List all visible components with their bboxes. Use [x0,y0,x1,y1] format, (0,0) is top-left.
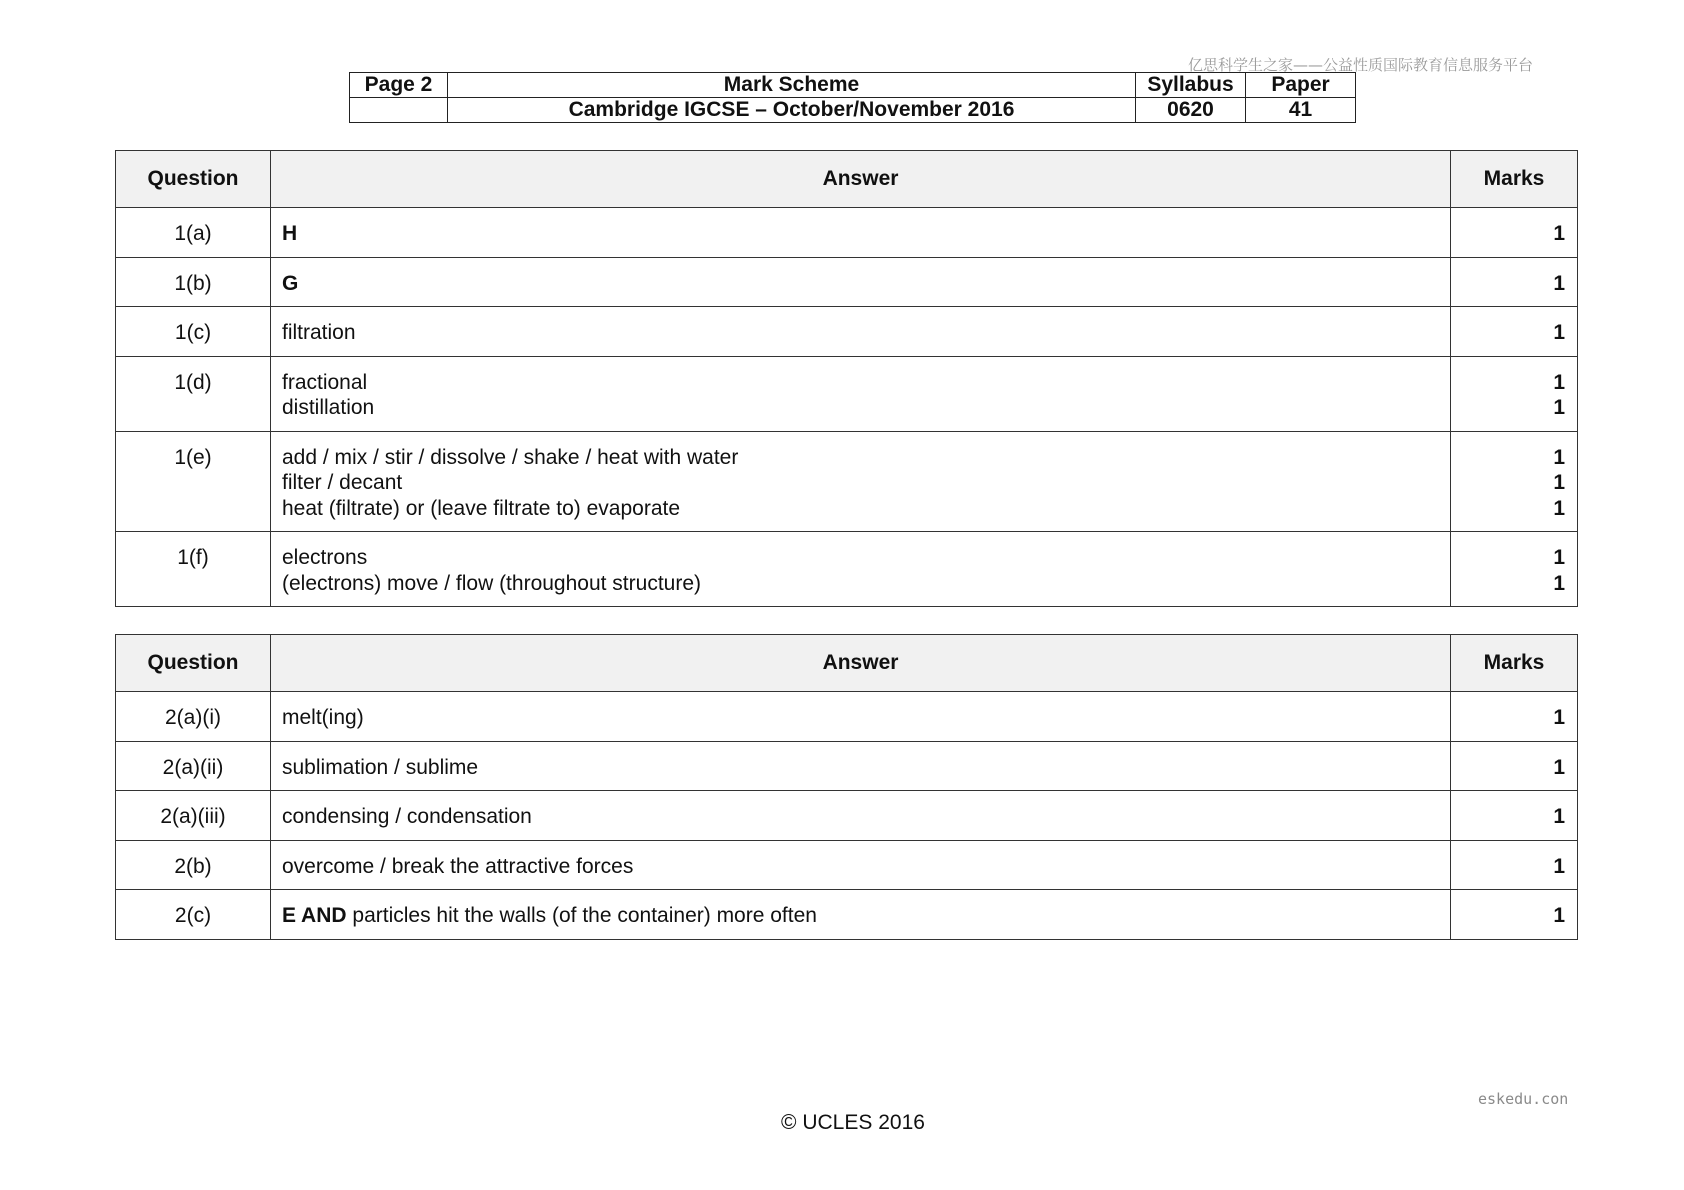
answer-cell [271,208,1451,258]
marks-cell [1451,791,1578,841]
mark-value: 1 [1553,370,1565,394]
marks-cell [1451,307,1578,357]
marks-cell [1451,532,1578,607]
question-number: 2(c) [116,890,271,940]
watermark-bottom: eskedu.con [1478,1090,1569,1108]
answer-line: heat (filtrate) or (leave filtrate to) evaporate [282,496,681,520]
marks-cell [1451,741,1578,791]
table-row [116,356,1578,431]
question-column-header: Question [116,151,271,208]
answer-cell [271,840,1451,890]
mark-value: 1 [1553,571,1565,595]
answer-line: electrons [282,546,368,569]
question-number: 1(e) [116,431,271,532]
watermark-top: 亿思科学生之家——公益性质国际教育信息服务平台 [1188,56,1534,74]
mark-value: 1 [1553,396,1565,419]
document-header [349,72,1356,123]
answer-line: filter / decant [282,471,403,494]
mark-value: 1 [1553,805,1565,828]
header-title: Mark Scheme [448,73,1136,98]
mark-value: 1 [1553,904,1565,927]
mark-value: 1 [1553,706,1565,729]
question-number: 1(a) [116,208,271,258]
table-row [116,307,1578,357]
answer-line: H [282,222,298,245]
answer-line: melt(ing) [282,706,364,729]
exam-title: Cambridge IGCSE – October/November 2016 [448,98,1136,123]
answer-line: sublimation / sublime [282,755,479,779]
question-number: 1(b) [116,257,271,307]
answer-line: condensing / condensation [282,805,532,828]
mark-value: 1 [1553,854,1565,878]
marks-cell [1451,692,1578,742]
answer-cell [271,307,1451,357]
mark-value: 1 [1553,755,1565,779]
mark-value: 1 [1553,321,1565,344]
mark-scheme-table-2 [115,634,1578,940]
question-number: 2(b) [116,840,271,890]
mark-value: 1 [1553,546,1565,569]
table-row [116,890,1578,940]
mark-value: 1 [1553,471,1565,494]
question-number: 1(d) [116,356,271,431]
table-row [116,741,1578,791]
answer-column-header: Answer [271,151,1451,208]
question-number: 2(a)(iii) [116,791,271,841]
answer-cell [271,890,1451,940]
answer-line: add / mix / stir / dissolve / shake / heat with water [282,445,739,469]
question-number: 2(a)(ii) [116,741,271,791]
marks-cell [1451,890,1578,940]
header-blank-cell [350,98,448,123]
answer-bold-text: E AND [282,904,347,927]
mark-scheme-table-1 [115,150,1578,607]
answer-cell [271,356,1451,431]
answer-cell [271,692,1451,742]
answer-cell [271,532,1451,607]
paper-number: 41 [1246,98,1356,123]
answer-column-header: Answer [271,635,1451,692]
answer-line: distillation [282,396,375,419]
mark-value: 1 [1553,496,1565,520]
table-row [116,692,1578,742]
answer-line: fractional [282,370,368,394]
question-number: 1(f) [116,532,271,607]
table-row [116,208,1578,258]
question-number: 2(a)(i) [116,692,271,742]
question-number: 1(c) [116,307,271,357]
table-row [116,791,1578,841]
answer-line [282,903,1439,929]
table-row [116,532,1578,607]
paper-label: Paper [1246,73,1356,98]
answer-cell [271,257,1451,307]
table-row [116,257,1578,307]
marks-cell [1451,356,1578,431]
answer-line: G [282,271,299,295]
answer-line: (electrons) move / flow (throughout structure) [282,571,701,595]
answer-line: filtration [282,321,356,344]
answer-cell [271,431,1451,532]
marks-column-header: Marks [1451,151,1578,208]
syllabus-label: Syllabus [1136,73,1246,98]
marks-cell [1451,257,1578,307]
marks-cell [1451,840,1578,890]
page-number: Page 2 [350,73,448,98]
table-row [116,840,1578,890]
marks-column-header: Marks [1451,635,1578,692]
mark-value: 1 [1553,271,1565,295]
copyright-footer: © UCLES 2016 [781,1111,925,1134]
answer-text: particles hit the walls (of the container) more often [346,904,817,927]
marks-cell [1451,208,1578,258]
table-row [116,431,1578,532]
marks-cell [1451,431,1578,532]
answer-cell [271,791,1451,841]
mark-value: 1 [1553,222,1565,245]
mark-value: 1 [1553,445,1565,469]
question-column-header: Question [116,635,271,692]
answer-line: overcome / break the attractive forces [282,854,634,878]
syllabus-code: 0620 [1136,98,1246,123]
answer-cell [271,741,1451,791]
